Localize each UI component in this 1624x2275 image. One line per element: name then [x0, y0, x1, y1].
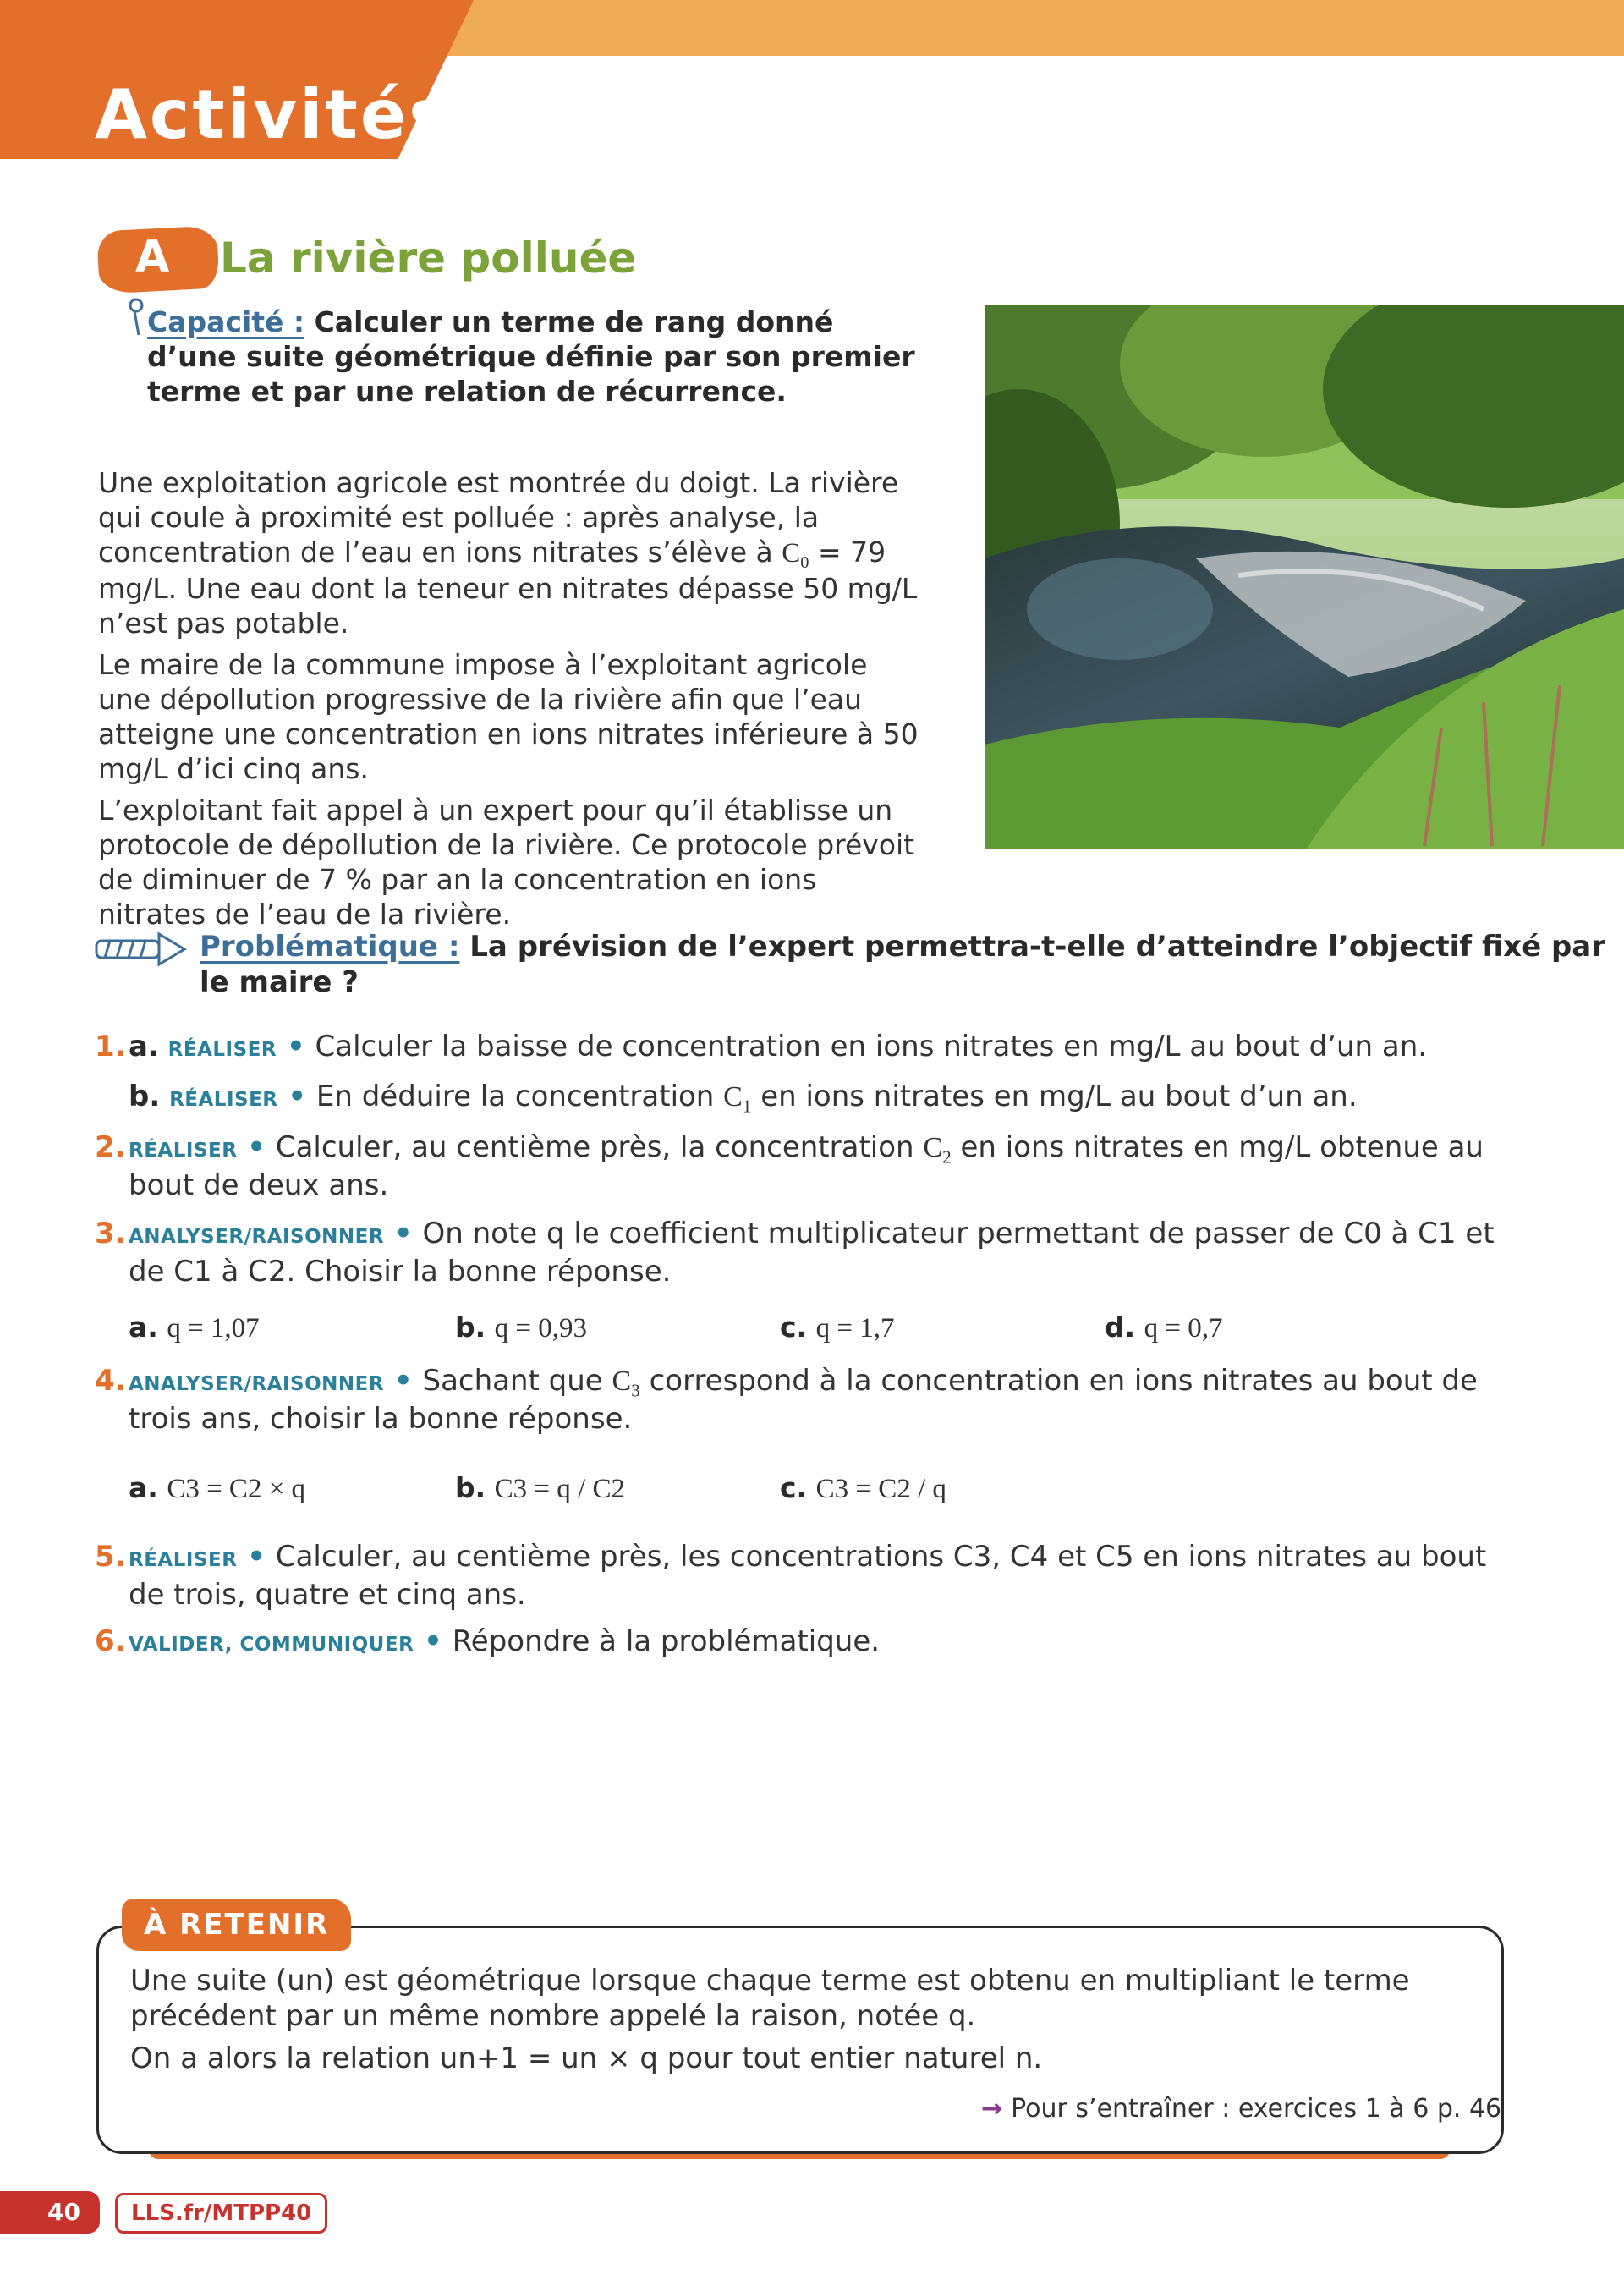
q4-choice-c[interactable]: c. C3 = C2 / q: [780, 1471, 946, 1504]
q1a: a. RÉALISER • Calculer la baisse de concentration en ions nitrates en mg/L au bout d’un an.: [129, 1030, 1428, 1063]
q3-choice-d[interactable]: d. q = 0,7: [1105, 1311, 1223, 1344]
lls-link[interactable]: LLS.fr/MTPP40: [115, 2193, 327, 2234]
q6: VALIDER, COMMUNIQUER • Répondre à la problématique.: [129, 1624, 881, 1658]
intro-paragraph-2: Le maire de la commune impose à l’exploitant agricole une dépollution progressive de la rivière afin que l’eau atteigne une concentration en ions nitrates inférieure à 50 mg/L d’ici cinq ans.: [98, 648, 919, 785]
q2: RÉALISER • Calculer, au centième près, la concentration $C_2$ en ions nitrates en mg/L obtenue au bout de deux ans.: [129, 1130, 1484, 1202]
problematique: [200, 929, 1624, 1000]
q5-number: 5.: [95, 1540, 126, 1574]
retenir-line-2: On a alors la relation un+1 = un × q pour tout entier naturel n.: [130, 2041, 1043, 2075]
q1b: b. RÉALISER • En déduire la concentration $C_1$ en ions nitrates en mg/L au bout d’un an.: [129, 1080, 1358, 1117]
q4: ANALYSER/RAISONNER • Sachant que $C_3$ correspond à la concentration en ions nitrates au bout de trois ans, choisir la bonne réponse.: [129, 1364, 1478, 1436]
exercise-link[interactable]: → Pour s’entraîner : exercices 1 à 6 p. 46: [981, 2094, 1502, 2124]
q2-number: 2.: [95, 1130, 126, 1164]
capacite-block: [147, 305, 917, 409]
q5: RÉALISER • Calculer, au centième près, les concentrations C3, C4 et C5 en ions nitrates au bout de trois, quatre et cinq ans.: [129, 1540, 1487, 1612]
river-photo: [985, 305, 1624, 849]
capacite-label: Capacité :: [147, 305, 305, 338]
q4-choice-b[interactable]: b. C3 = q / C2: [455, 1471, 625, 1504]
retenir-tag: À RETENIR: [122, 1899, 351, 1951]
section-letter: A: [135, 232, 170, 283]
intro-paragraph-1: Une exploitation agricole est montrée du doigt. La rivière qui coule à proximité est polluée : après analyse, la concentration de l’eau en ions nitrates s’élève à $C_0 = 79$ mg/L. Une eau dont la teneur en nitrates dépasse 50 mg/L n’est pas potable.: [98, 466, 918, 640]
q3-choice-a[interactable]: a. q = 1,07: [129, 1311, 260, 1344]
q3-number: 3.: [95, 1217, 126, 1250]
q6-number: 6.: [95, 1624, 126, 1658]
problematique-label: Problématique :: [200, 930, 460, 964]
c0-symbol: $C_0$: [782, 538, 809, 573]
page-title: Activités: [95, 75, 452, 154]
retenir-text: [130, 1963, 1475, 2083]
q1-number: 1.: [95, 1030, 126, 1063]
capacite-text: Calculer un terme de rang donné d’une suite géométrique définie par son premier terme et par une relation de récurrence.: [147, 305, 915, 408]
pencil-arrow-icon: [95, 931, 188, 968]
q3-choice-b[interactable]: b. q = 0,93: [455, 1311, 588, 1344]
intro-paragraph-3: L’exploitant fait appel à un expert pour qu’il établisse un protocole de dépollution de la rivière. Ce protocole prévoit de diminuer de 7 % par an la concentration en ions nitrates de l’eau de la rivière.: [98, 794, 915, 931]
intro-text: [98, 465, 927, 938]
retenir-line-1: Une suite (un) est géométrique lorsque chaque terme est obtenu en multipliant le terme précédent par un même nombre appelé la raison, notée q.: [130, 1964, 1410, 2033]
q4-number: 4.: [95, 1364, 126, 1398]
q3-choice-c[interactable]: c. q = 1,7: [780, 1311, 895, 1344]
problematique-text: La prévision de l’expert permettra-t-elle d’atteindre l’objectif fixé par le maire ?: [200, 930, 1606, 999]
q3: ANALYSER/RAISONNER • On note q le coefficient multiplicateur permettant de passer de C0 à C1 et de C1 à C2. Choisir la bonne réponse.: [129, 1217, 1495, 1289]
q4-choice-a[interactable]: a. C3 = C2 × q: [129, 1471, 306, 1504]
page-number: 40: [47, 2198, 80, 2226]
pin-icon: [127, 298, 145, 337]
section-title: La rivière polluée: [220, 234, 637, 283]
arrow-right-icon: →: [981, 2094, 1003, 2124]
